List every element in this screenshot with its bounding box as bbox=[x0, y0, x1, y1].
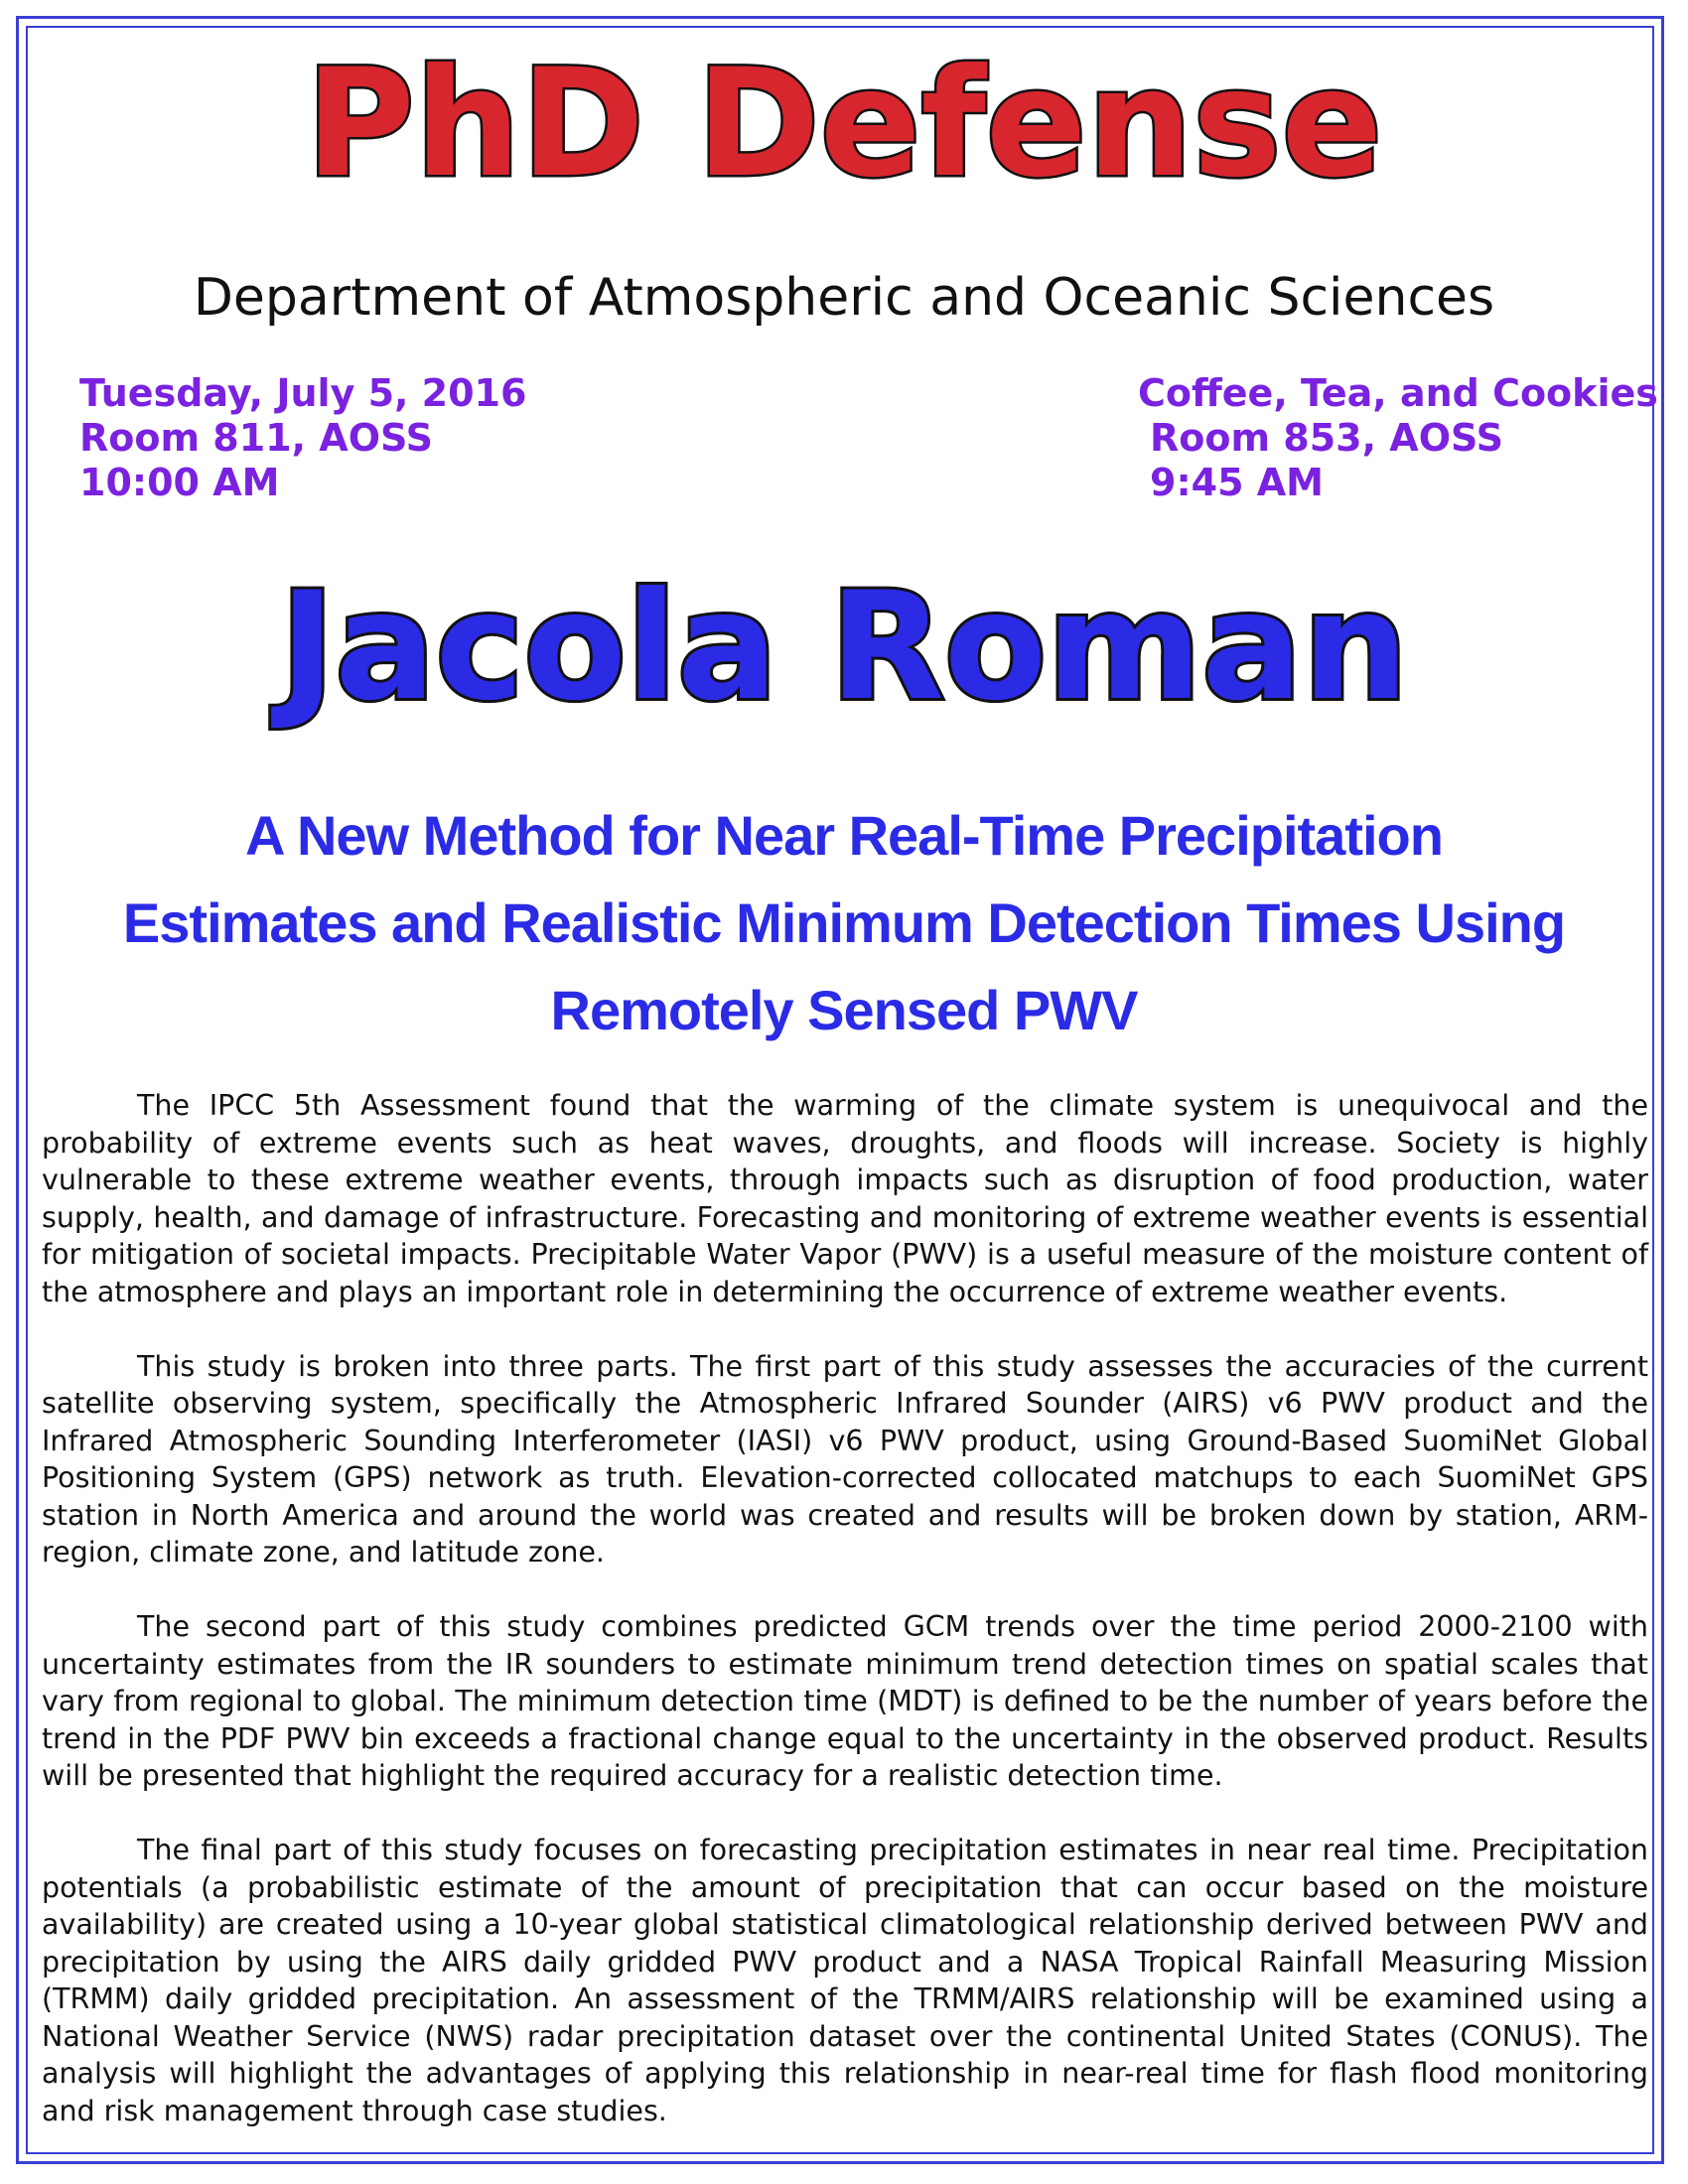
defense-time: 10:00 AM bbox=[79, 461, 280, 504]
refreshments-room: Room 853, AOSS bbox=[1150, 416, 1504, 460]
event-title: PhD Defense bbox=[305, 38, 1383, 210]
abstract-paragraph: The IPCC 5th Assessment found that the warming of the climate system is unequivocal and the probability of extreme events such as heat waves, droughts, and floods will increase. Society is highly vulnerable to these extreme weather events, through impacts such as disruption of food production, water supply, health, and damage of infrastructure. Forecasting and monitoring of extreme weather events is essential for mitigation of societal impacts. Precipitable Water Vapor (PWV) is a useful measure of the moisture content of the atmosphere and plays an important role in determining the occurrence of extreme weather events. bbox=[42, 1089, 1648, 1308]
talk-title-line: Remotely Sensed PWV bbox=[550, 979, 1138, 1041]
talk-title-line: A New Method for Near Real-Time Precipitation bbox=[245, 804, 1443, 867]
refreshments-info bbox=[1138, 371, 1658, 505]
defense-date: Tuesday, July 5, 2016 bbox=[79, 371, 527, 415]
defense-info bbox=[79, 371, 526, 505]
speaker-name: Jacola Roman bbox=[279, 561, 1409, 734]
talk-title-line: Estimates and Realistic Minimum Detection Times Using bbox=[122, 891, 1566, 954]
refreshments-time: 9:45 AM bbox=[1150, 461, 1324, 504]
abstract-paragraph: This study is broken into three parts. The first part of this study assesses the accuracies of the current satellite observing system, specifically the Atmospheric Infrared Sounder (AIRS) v6 PWV product and the Infrared Atmospheric Sounding Interferometer (IASI) v6 PWV product, using Ground-Based SuomiNet Global Positioning System (GPS) network as truth. Elevation-corrected collocated matchups to each SuomiNet GPS station in North America and around the world was created and results will be broken down by station, ARM-region, climate zone, and latitude zone. bbox=[42, 1349, 1648, 1569]
abstract-paragraph: The final part of this study focuses on forecasting precipitation estimates in near real time. Precipitation potentials (a probabilistic estimate of the amount of precipitation that can occur based on the moisture availability) are created using a 10-year global statistical climatological relationship derived between PWV and precipitation by using the AIRS daily gridded PWV product and a NASA Tropical Rainfall Measuring Mission (TRMM) daily gridded precipitation. An assessment of the TRMM/AIRS relationship will be examined using a National Weather Service (NWS) radar precipitation dataset over the continental United States (CONUS). The analysis will highlight the advantages of applying this relationship in near-real time for flash flood monitoring and risk management through case studies. bbox=[42, 1834, 1648, 2127]
department-name: Department of Atmospheric and Oceanic Sciences bbox=[193, 268, 1495, 328]
defense-room: Room 811, AOSS bbox=[79, 416, 434, 460]
abstract bbox=[42, 1087, 1648, 2129]
talk-title bbox=[60, 792, 1628, 1054]
refreshments-label: Coffee, Tea, and Cookies bbox=[1138, 371, 1658, 415]
abstract-paragraph: The second part of this study combines predicted GCM trends over the time period 2000-2100 with uncertainty estimates from the IR sounders to estimate minimum trend detection times on spatial scales that vary from regional to global. The minimum detection time (MDT) is defined to be the number of years before the trend in the PDF PWV bin exceeds a fractional change equal to the uncertainty in the observed product. Results will be presented that highlight the required accuracy for a realistic detection time. bbox=[42, 1610, 1648, 1792]
